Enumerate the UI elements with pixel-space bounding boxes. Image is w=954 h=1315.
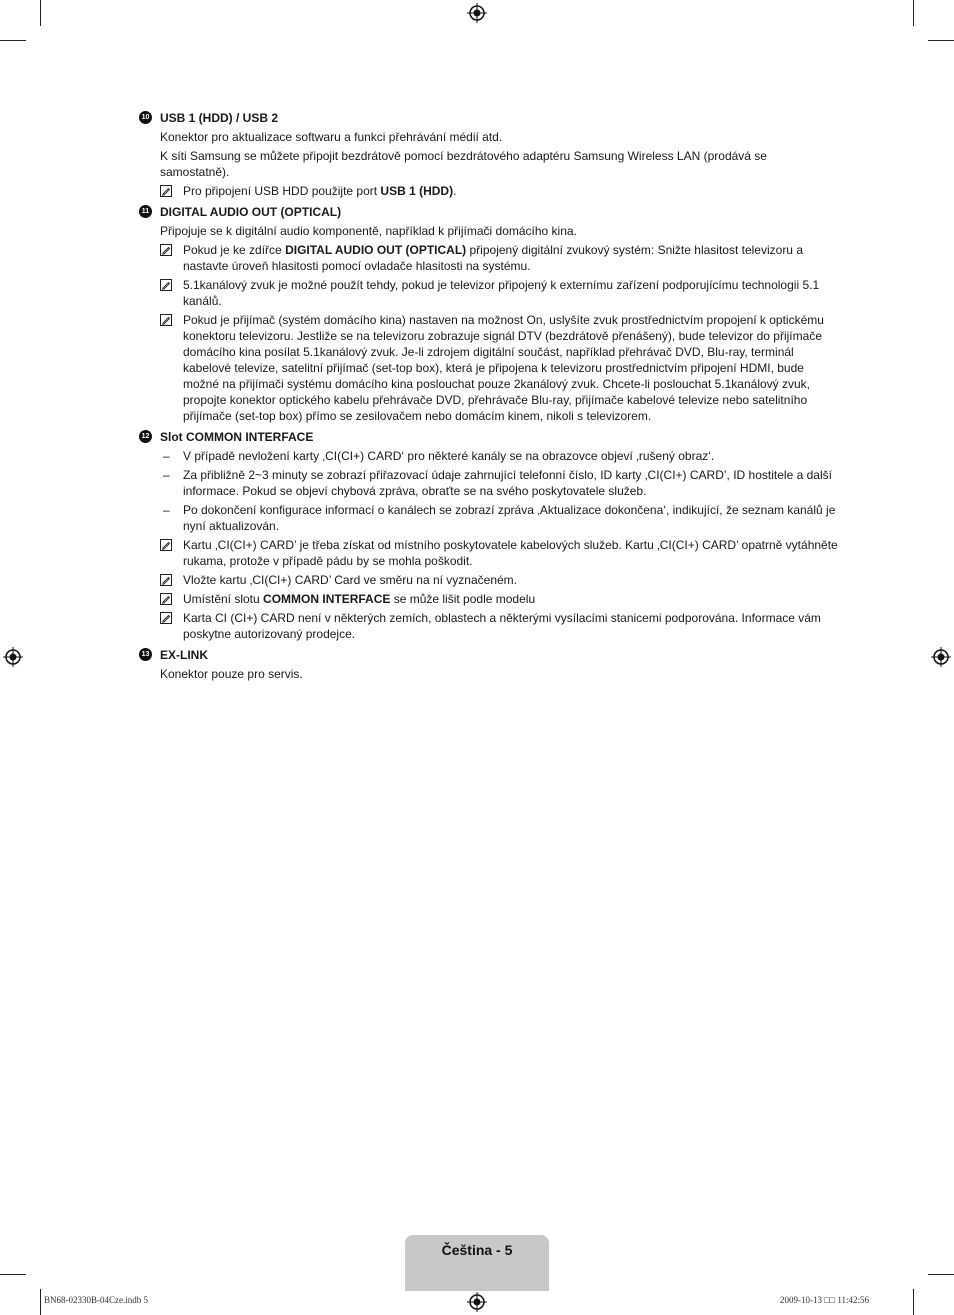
section xyxy=(139,647,839,682)
note-text: Pokud je ke zdířce xyxy=(183,243,286,257)
note-bold-text: DIGITAL AUDIO OUT (OPTICAL) xyxy=(285,243,467,257)
note-text: Karta CI (CI+) CARD není v některých zemích, oblastech a některými vysílacími stanicemi podporována. Informace vám poskytne autorizovaný prodejce. xyxy=(183,611,821,641)
section-title: DIGITAL AUDIO OUT (OPTICAL) xyxy=(160,205,342,219)
section-title: Slot COMMON INTERFACE xyxy=(160,430,314,444)
note-icon xyxy=(160,314,172,326)
note-text: Umístění slotu xyxy=(183,592,264,606)
crop-mark xyxy=(913,0,914,26)
paragraph: Připojuje se k digitální audio komponentě, například k přijímači domácího kina. xyxy=(160,224,577,238)
note-text: Vložte kartu ‚CI(CI+) CARD’ Card ve směru na ní vyznačeném. xyxy=(183,573,518,587)
registration-mark-icon xyxy=(931,647,951,667)
note-bold-text: COMMON INTERFACE xyxy=(263,592,391,606)
section-number-badge: 12 xyxy=(139,430,152,443)
note-icon xyxy=(160,574,172,586)
page-number-tab xyxy=(405,1235,549,1291)
dash-text: Za přibližně 2~3 minuty se zobrazí přiřazovací údaje zahrnující telefonní číslo, ID karty ‚CI(CI+) CARD’, ID hostitele a další informace. Pokud se objeví chybová zpráva, obraťte se na svého poskytovatele služeb. xyxy=(183,468,832,498)
note-item xyxy=(139,183,839,199)
section-heading xyxy=(139,204,839,220)
paragraph: Konektor pouze pro servis. xyxy=(160,667,303,681)
section-heading xyxy=(139,429,839,445)
section xyxy=(139,429,839,642)
note-text: připojený digitální zvukový systém: Snižte hlasitost televizoru a nastavte úroveň hlasitosti pomocí ovladače hlasitosti na systému. xyxy=(183,243,803,273)
note-text: Pokud je přijímač (systém domácího kina) nastaven na možnost On, uslyšíte zvuk prostřednictvím propojení k optickému konektoru televizoru. Jestliže se na televizoru zobrazuje signál DTV (bezdrátově přenášený), bude televizor do přijímače domácího kina posílat 5.1kanálový zvuk. Je-li zdrojem digitální součást, například přehrávač DVD, Blu-ray, terminál kabelové televize, satelitní přijímač (set-top box), která je připojena k televizoru prostřednictvím připojení HDMI, bude možné na přijímači systému domácího kina poslouchat pouze 2kanálový zvuk. Chcete-li poslouchat 5.1kanálový zvuk, propojte konektor optického kabelu přehrávače DVD, přehrávače Blu-ray, přijímače kabelové televize nebo satelitního přijímače (set-top box) přímo se zesilovačem nebo domácím kinem, nikoli s televizorem. xyxy=(183,313,824,423)
section-number-badge: 10 xyxy=(139,111,152,124)
section-number-badge: 13 xyxy=(139,648,152,661)
registration-mark-icon xyxy=(467,1292,487,1312)
crop-mark xyxy=(40,0,41,26)
manual-content xyxy=(139,110,839,687)
registration-mark-icon xyxy=(3,647,23,667)
dash-mark: – xyxy=(163,449,170,463)
note-text: se může lišit podle modelu xyxy=(390,592,536,606)
note-item xyxy=(139,537,839,569)
note-text: Pro připojení USB HDD použijte port xyxy=(183,184,381,198)
section-heading xyxy=(139,110,839,126)
note-icon xyxy=(160,279,172,291)
dash-item xyxy=(139,502,839,534)
note-icon xyxy=(160,539,172,551)
note-text: Kartu ‚CI(CI+) CARD’ je třeba získat od místního poskytovatele kabelových služeb. Kartu ‚CI(CI+) CARD’ opatrně vytáhněte rukama, protože v případě pádu by se mohla poškodit. xyxy=(183,538,838,568)
page-label: Čeština - 5 xyxy=(441,1242,513,1258)
section-title: USB 1 (HDD) / USB 2 xyxy=(160,111,279,125)
note-text: . xyxy=(453,184,457,198)
note-icon xyxy=(160,593,172,605)
dash-item xyxy=(139,448,839,464)
dash-item xyxy=(139,467,839,499)
note-item xyxy=(139,242,839,274)
print-slug-right: 2009-10-13 □□ 11:42:56 xyxy=(780,1295,870,1305)
section xyxy=(139,110,839,199)
section-heading xyxy=(139,647,839,663)
note-bold-text: USB 1 (HDD) xyxy=(380,184,454,198)
section-number-badge: 11 xyxy=(139,205,152,218)
note-icon xyxy=(160,612,172,624)
dash-text: Po dokončení konfigurace informací o kanálech se zobrazí zpráva ‚Aktualizace dokončena‘, indikující, že seznam kanálů je nyní aktualizován. xyxy=(183,503,836,533)
section-title: EX-LINK xyxy=(160,648,208,662)
note-item xyxy=(139,610,839,642)
note-icon xyxy=(160,185,172,197)
section xyxy=(139,204,839,424)
registration-mark-icon xyxy=(467,3,487,23)
note-icon xyxy=(160,244,172,256)
dash-mark: – xyxy=(163,503,170,517)
note-item xyxy=(139,277,839,309)
crop-mark xyxy=(928,1274,954,1275)
crop-mark xyxy=(928,40,954,41)
dash-mark: – xyxy=(163,468,170,482)
note-item xyxy=(139,591,839,607)
dash-text: V případě nevložení karty ‚CI(CI+) CARD‘ pro některé kanály se na obrazovce objeví ‚rušený obraz‘. xyxy=(183,449,715,463)
crop-mark xyxy=(0,40,26,41)
note-item xyxy=(139,572,839,588)
paragraph: Konektor pro aktualizace softwaru a funkci přehrávání médií atd. xyxy=(160,130,503,144)
crop-mark xyxy=(40,1289,41,1315)
crop-mark xyxy=(913,1289,914,1315)
paragraph: K síti Samsung se můžete připojit bezdrátově pomocí bezdrátového adaptéru Samsung Wireless LAN (prodává se samostatně). xyxy=(160,149,767,179)
note-item xyxy=(139,312,839,424)
note-text: 5.1kanálový zvuk je možné použít tehdy, pokud je televizor připojený k externímu zařízení podporujícímu technologii 5.1 kanálů. xyxy=(183,278,820,308)
print-slug-left: BN68-02330B-04Cze.indb 5 xyxy=(44,1295,148,1305)
crop-mark xyxy=(0,1274,26,1275)
